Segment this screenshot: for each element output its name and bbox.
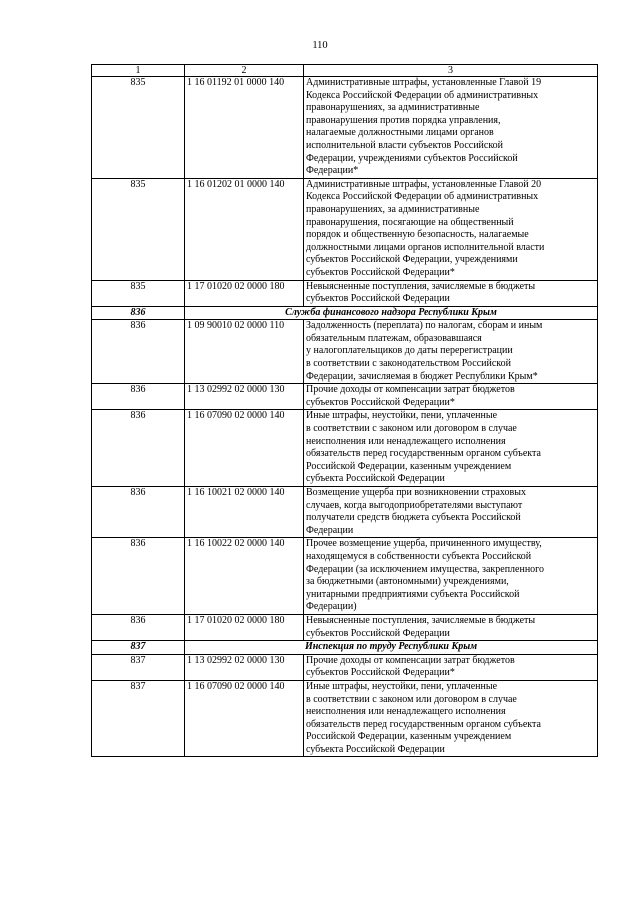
description-line: Административные штрафы, установленные Главой 20 <box>306 178 542 190</box>
table-row <box>92 178 598 280</box>
description-line: Прочее возмещение ущерба, причиненного имуществу, <box>306 538 542 550</box>
description-line: Иные штрафы, неустойки, пени, уплаченные <box>306 410 498 422</box>
table-row <box>92 680 598 757</box>
description-line: Задолженность (переплата) по налогам, сборам и иным <box>306 320 543 332</box>
description-line: порядок и общественную безопасность, налагаемые <box>306 229 529 241</box>
revenue-description <box>304 680 598 757</box>
description-line: правонарушениях, за административные <box>306 203 480 215</box>
description-line: за бюджетными (автономными) учреждениями, <box>306 576 509 588</box>
description-line: правонарушения, посягающие на общественный <box>306 216 514 228</box>
page-number: 110 <box>312 40 328 51</box>
description-line: субъектов Российской Федерации* <box>306 266 455 278</box>
section-header-row <box>92 306 598 320</box>
description-line: Федерации* <box>306 165 359 177</box>
description-line: Российской Федерации, казенным учреждением <box>306 731 512 743</box>
description-line: субъектов Российской Федерации <box>306 293 450 305</box>
description-line: Кодекса Российской Федерации об административных <box>306 191 539 203</box>
budget-classification-code: 1 16 01192 01 0000 140 <box>185 77 304 179</box>
table-row <box>92 538 598 615</box>
revenue-description <box>304 410 598 487</box>
revenue-description <box>304 320 598 384</box>
description-line: неисполнения или ненадлежащего исполнения <box>306 706 506 718</box>
description-line: налагаемые должностными лицами органов <box>306 127 494 139</box>
admin-code: 836 <box>92 614 185 640</box>
description-line: Федерации, учреждениями субъектов Российской <box>306 152 518 164</box>
description-line: находящемуся в собственности субъекта Российской <box>306 550 532 562</box>
table-row <box>92 77 598 179</box>
revenue-description <box>304 77 598 179</box>
revenue-description <box>304 280 598 306</box>
column-number-row <box>92 65 598 77</box>
revenue-description <box>304 178 598 280</box>
revenue-description <box>304 614 598 640</box>
column-number-2: 2 <box>185 65 304 77</box>
column-number-3: 3 <box>304 65 598 77</box>
budget-classification-code: 1 16 07090 02 0000 140 <box>185 410 304 487</box>
admin-code: 837 <box>92 680 185 757</box>
admin-code: 836 <box>92 538 185 615</box>
description-line: правонарушения против порядка управления, <box>306 114 501 126</box>
description-line: субъектов Российской Федерации, учреждениями <box>306 254 518 266</box>
description-line: субъекта Российской Федерации <box>306 743 445 755</box>
column-number-1: 1 <box>92 65 185 77</box>
description-line: в соответствии с законом или договором в случае <box>306 423 517 435</box>
budget-classification-code: 1 16 01202 01 0000 140 <box>185 178 304 280</box>
description-line: унитарными предприятиями субъекта Российской <box>306 588 520 600</box>
budget-classification-code: 1 16 10022 02 0000 140 <box>185 538 304 615</box>
admin-code: 836 <box>92 320 185 384</box>
description-line: Федерации) <box>306 601 357 613</box>
revenue-description <box>304 654 598 680</box>
budget-classification-code: 1 16 10021 02 0000 140 <box>185 487 304 538</box>
description-line: Федерации, зачисляемая в бюджет Республики Крым* <box>306 370 538 382</box>
table-row <box>92 487 598 538</box>
budget-classification-code: 1 13 02992 02 0000 130 <box>185 384 304 410</box>
description-line: субъектов Российской Федерации* <box>306 667 455 679</box>
description-line: правонарушениях, за административные <box>306 102 480 114</box>
admin-code: 836 <box>92 306 185 320</box>
section-title: Инспекция по труду Республики Крым <box>185 641 598 655</box>
budget-classification-code: 1 17 01020 02 0000 180 <box>185 614 304 640</box>
admin-code: 836 <box>92 487 185 538</box>
description-line: обязательств перед государственным органом субъекта <box>306 448 541 460</box>
description-line: Возмещение ущерба при возникновении страховых <box>306 487 526 498</box>
description-line: получатели средств бюджета субъекта Российской <box>306 512 521 524</box>
description-line: Невыясненные поступления, зачисляемые в бюджеты <box>306 614 536 626</box>
revenue-codes-table <box>91 64 598 757</box>
table-row <box>92 614 598 640</box>
description-line: субъектов Российской Федерации <box>306 627 450 639</box>
admin-code: 835 <box>92 280 185 306</box>
admin-code: 835 <box>92 178 185 280</box>
revenue-description <box>304 538 598 615</box>
table-body <box>92 65 598 757</box>
admin-code: 836 <box>92 410 185 487</box>
section-header-row <box>92 641 598 655</box>
admin-code: 837 <box>92 654 185 680</box>
admin-code: 836 <box>92 384 185 410</box>
description-line: у налогоплательщиков до даты перерегистрации <box>306 345 513 357</box>
description-line: Прочие доходы от компенсации затрат бюджетов <box>306 384 515 396</box>
admin-code: 837 <box>92 641 185 655</box>
description-line: исполнительной власти субъектов Российской <box>306 139 504 151</box>
description-line: Прочие доходы от компенсации затрат бюджетов <box>306 654 515 666</box>
description-line: обязательным платежам, образовавшаяся <box>306 332 482 344</box>
table-row <box>92 410 598 487</box>
description-line: Кодекса Российской Федерации об административных <box>306 89 539 101</box>
description-line: Российской Федерации, казенным учреждением <box>306 460 512 472</box>
description-line: Федерации <box>306 524 354 536</box>
table-row <box>92 280 598 306</box>
description-line: неисполнения или ненадлежащего исполнения <box>306 435 506 447</box>
description-line: обязательств перед государственным органом субъекта <box>306 718 541 730</box>
description-line: в соответствии с законом или договором в случае <box>306 693 517 705</box>
description-line: Федерации (за исключением имущества, закрепленного <box>306 563 545 575</box>
admin-code: 835 <box>92 77 185 179</box>
table-row <box>92 320 598 384</box>
budget-classification-code: 1 17 01020 02 0000 180 <box>185 280 304 306</box>
budget-classification-code: 1 09 90010 02 0000 110 <box>185 320 304 384</box>
table-row <box>92 384 598 410</box>
section-title: Служба финансового надзора Республики Крым <box>185 306 598 320</box>
description-line: Невыясненные поступления, зачисляемые в бюджеты <box>306 280 536 292</box>
description-line: Иные штрафы, неустойки, пени, уплаченные <box>306 680 498 692</box>
description-line: случаев, когда выгодоприобретателями выступают <box>306 499 523 511</box>
budget-classification-code: 1 13 02992 02 0000 130 <box>185 654 304 680</box>
description-line: Административные штрафы, установленные Главой 19 <box>306 77 542 88</box>
description-line: субъекта Российской Федерации <box>306 473 445 485</box>
description-line: субъектов Российской Федерации* <box>306 396 455 408</box>
revenue-description <box>304 487 598 538</box>
budget-classification-code: 1 16 07090 02 0000 140 <box>185 680 304 757</box>
description-line: в соответствии с законодательством Российской <box>306 358 511 370</box>
table-row <box>92 654 598 680</box>
description-line: должностными лицами органов исполнительной власти <box>306 241 545 253</box>
revenue-description <box>304 384 598 410</box>
